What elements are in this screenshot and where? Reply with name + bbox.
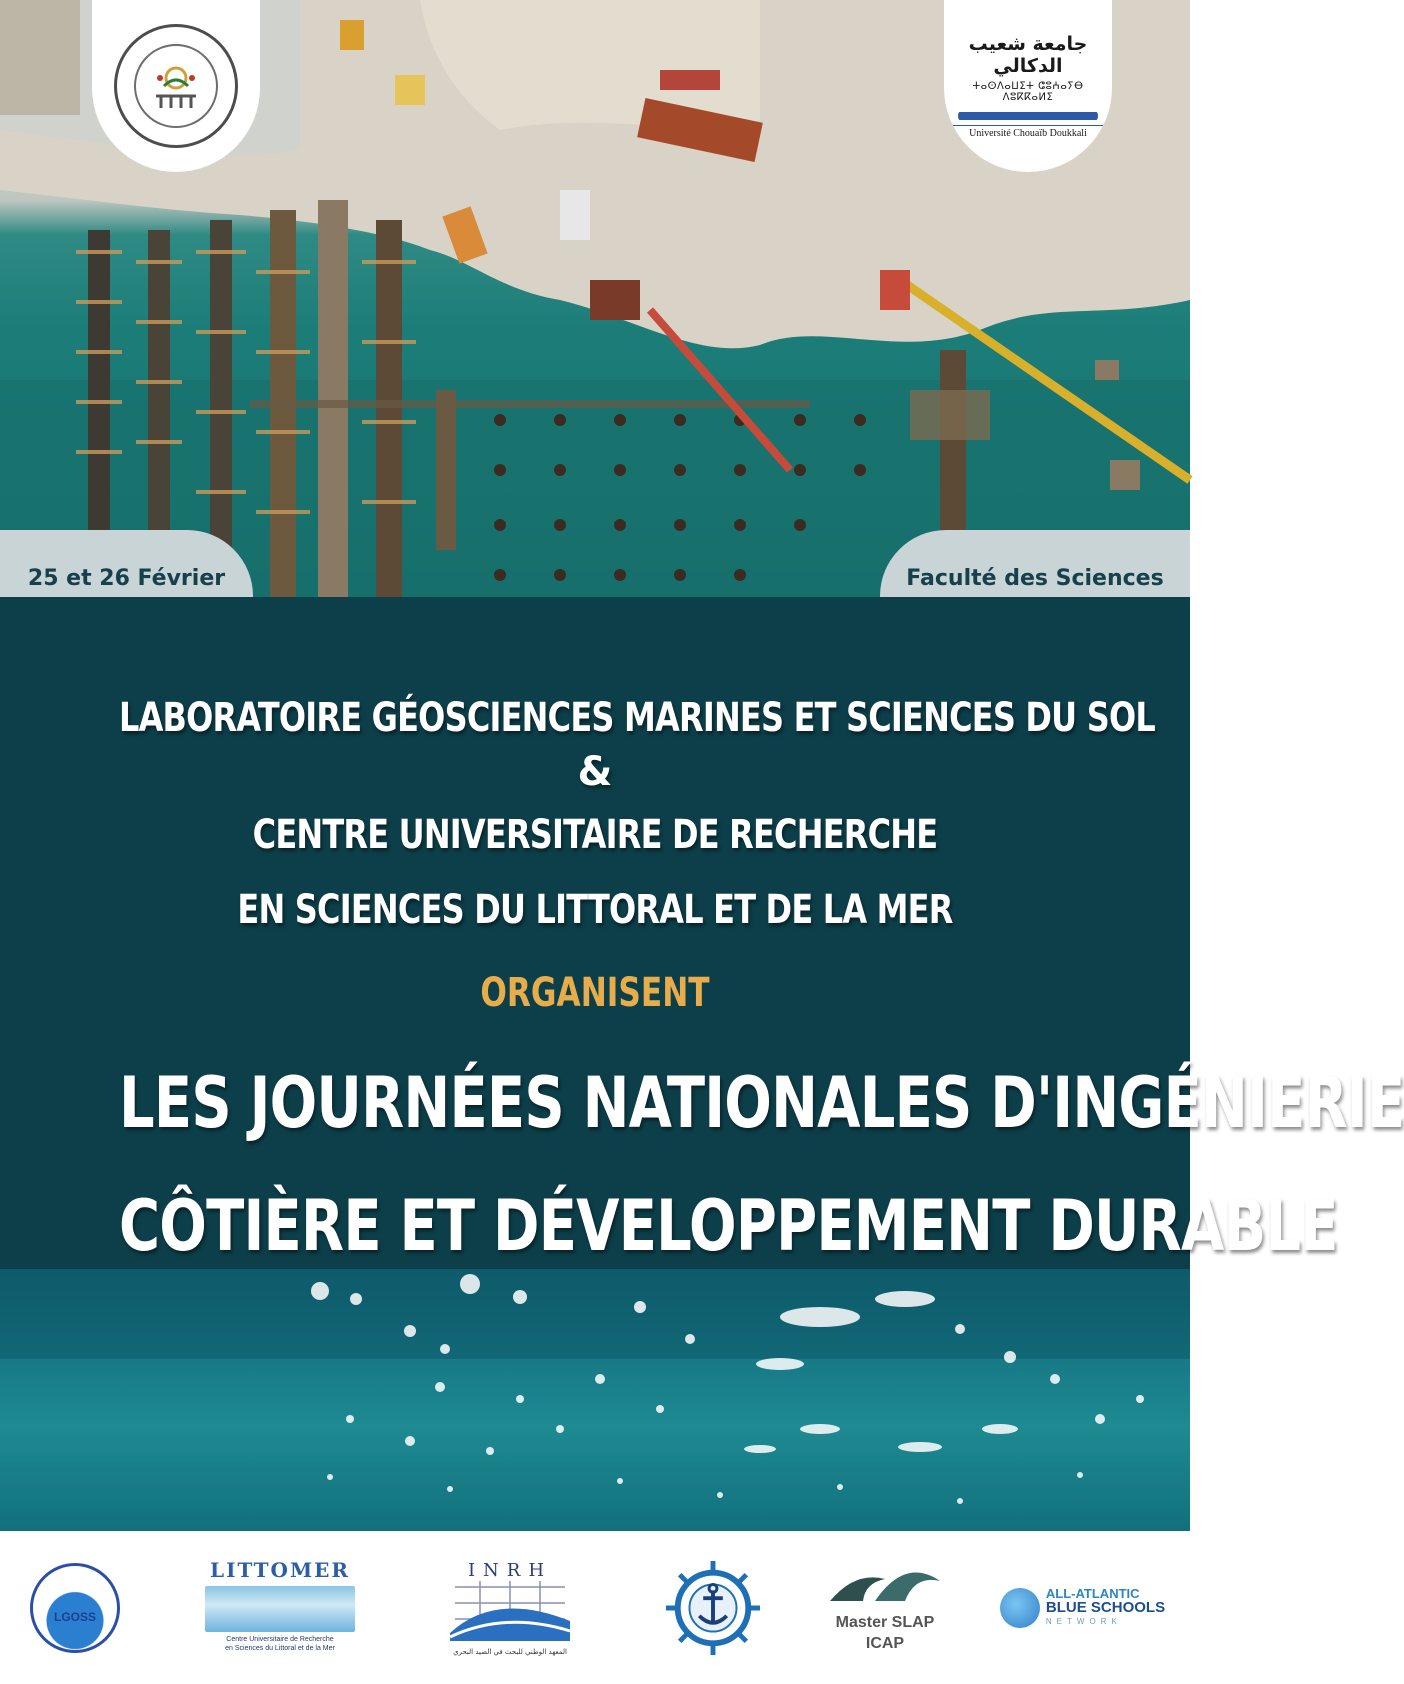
hero-aerial-photo: [0, 0, 1190, 597]
organizer-lab: LABORATOIRE GÉOSCIENCES MARINES ET SCIENCES DU SOL: [119, 695, 1155, 741]
organizer-centre-line-2: EN SCIENCES DU LITTORAL ET DE LA MER: [237, 887, 953, 933]
date-line-1: 25 et 26 Février: [27, 566, 226, 591]
slap-line-2: ICAP: [865, 1635, 905, 1652]
seal-emblem-icon: [146, 56, 206, 116]
ucd-university-logo: [944, 0, 1112, 172]
partner-logos-strip: [0, 1531, 1190, 1684]
bs-line-2: BLUE SCHOOLS: [1045, 1598, 1166, 1616]
inrh-wave-icon: [445, 1581, 575, 1641]
bubbles-illustration: [0, 1269, 1190, 1531]
event-title-line-2: CÔTIÈRE ET DÉVELOPPEMENT DURABLE: [119, 1185, 1338, 1267]
wave-swoosh-icon: [825, 1561, 945, 1607]
bs-line-3: NETWORK: [1045, 1616, 1122, 1626]
event-title-line-1: LES JOURNÉES NATIONALES D'INGÉNIERIE: [119, 1062, 1404, 1144]
globe-icon: [1000, 1588, 1040, 1628]
ucd-latin-name: Université Chouaïb Doukkali: [953, 125, 1103, 139]
inrh-arabic-name: المعهد الوطني للبحث في الصيد البحري: [453, 1647, 567, 1656]
master-slap-logo: [820, 1531, 950, 1684]
blue-schools-logo: [990, 1531, 1175, 1684]
ucd-bar-icon: [958, 109, 1098, 123]
bs-line-1: ALL-ATLANTIC: [1045, 1585, 1140, 1601]
ucd-tifinagh-name: ⵜⴰⵙⴷⴰⵡⵉⵜ ⵛⵓⵄⴰⵢⴱ ⴷⵓⴽⴽⴰⵍⵉ: [972, 81, 1084, 103]
venue-line-1: Faculté des Sciences: [906, 566, 1164, 591]
slap-line-1: Master SLAP: [835, 1614, 935, 1631]
littomer-sub-1: Centre Universitaire de Recherche: [226, 1635, 334, 1643]
ucd-arabic-name: جامعة شعيب الدكالي: [968, 33, 1088, 77]
inrh-logo: [440, 1531, 580, 1684]
ucd-faculty-seal-logo: [92, 0, 260, 172]
underwater-bubbles-photo: [0, 1269, 1190, 1531]
littomer-title: LITTOMER: [210, 1557, 350, 1582]
lgoss-ring-icon: [30, 1563, 120, 1653]
lgoss-logo: [20, 1531, 130, 1684]
seal-icon: [114, 24, 238, 148]
littomer-logo: [200, 1531, 360, 1684]
inrh-title: INRH: [467, 1559, 553, 1581]
title-panel: [0, 597, 1404, 1269]
organize-verb: ORGANISENT: [480, 970, 710, 1016]
organizer-centre-line-1: CENTRE UNIVERSITAIRE DE RECHERCHE: [252, 812, 938, 858]
lgoss-label: LGOSS: [53, 1609, 96, 1624]
maritime-wheel-logo: [658, 1531, 768, 1684]
littomer-sub-2: en Sciences du Littoral et de la Mer: [225, 1644, 335, 1652]
ship-wheel-anchor-icon: [664, 1559, 762, 1657]
organizer-ampersand: &: [577, 749, 613, 795]
littomer-wave-icon: [205, 1586, 355, 1632]
